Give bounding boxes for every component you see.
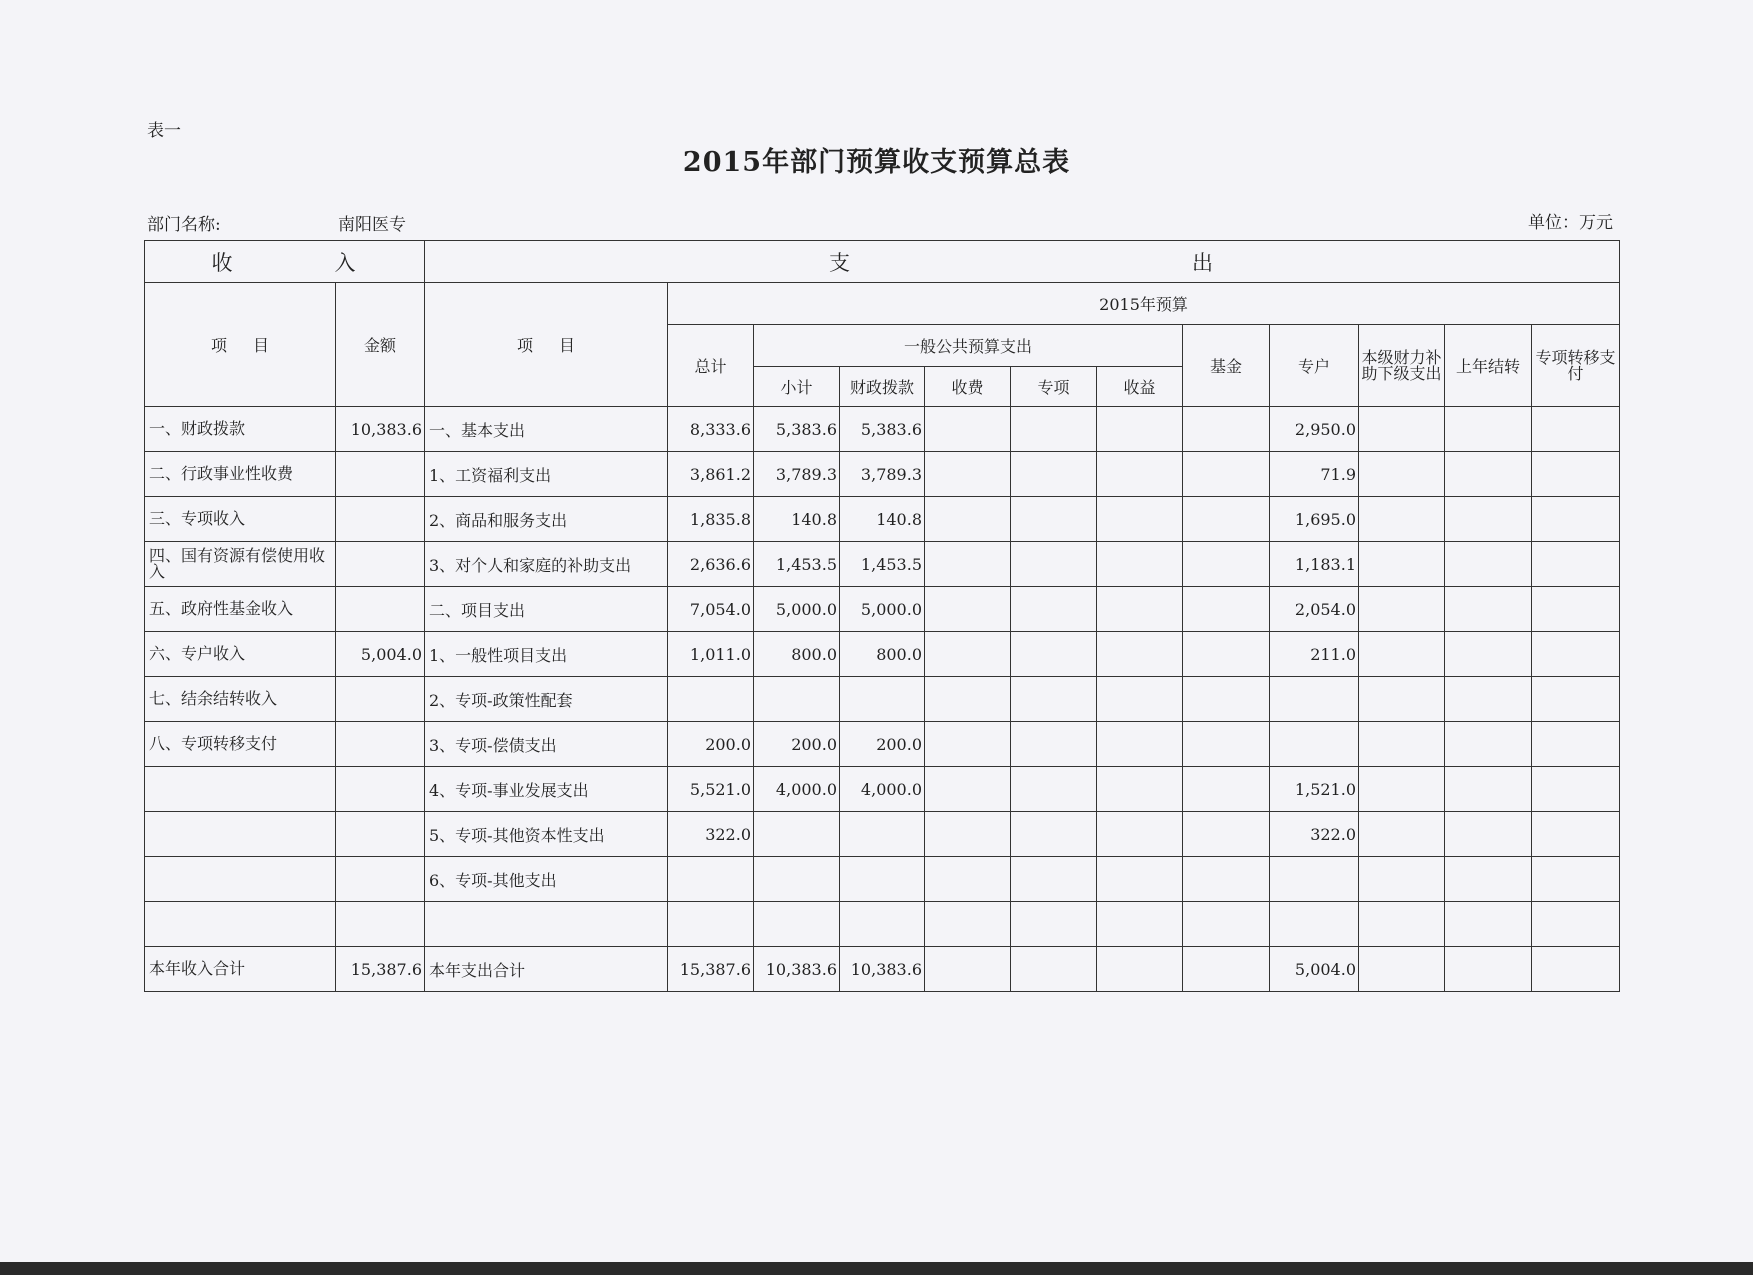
total-cell: 7,054.0 [668, 587, 754, 632]
fiscal-cell [840, 902, 925, 947]
carryover-cell [1445, 497, 1532, 542]
income-amount-cell: 5,004.0 [336, 632, 425, 677]
fiscal-cell: 1,453.5 [840, 542, 925, 587]
subtotal-cell: 3,789.3 [754, 452, 840, 497]
account-cell: 211.0 [1270, 632, 1359, 677]
subtotal-cell [754, 812, 840, 857]
expense-item-cell: 3、专项-偿债支出 [425, 722, 668, 767]
table-row [145, 767, 1620, 812]
account-cell: 2,950.0 [1270, 407, 1359, 452]
special-cell [1011, 947, 1097, 992]
income-amount-cell [336, 587, 425, 632]
fund-cell [1183, 722, 1270, 767]
table-row [145, 452, 1620, 497]
fund-cell [1183, 767, 1270, 812]
fiscal-cell: 5,383.6 [840, 407, 925, 452]
total-cell: 322.0 [668, 812, 754, 857]
subsidy-cell [1359, 722, 1445, 767]
income-item-cell [145, 902, 336, 947]
fund-cell [1183, 947, 1270, 992]
fund-cell [1183, 677, 1270, 722]
income-item-cell: 五、政府性基金收入 [145, 587, 336, 632]
transfer-cell [1532, 767, 1620, 812]
account-cell [1270, 857, 1359, 902]
subtotal-cell: 140.8 [754, 497, 840, 542]
subtotal-cell [754, 902, 840, 947]
special-cell [1011, 902, 1097, 947]
subtotal-cell: 1,453.5 [754, 542, 840, 587]
year-budget-header: 2015年预算 [668, 283, 1620, 325]
total-cell [668, 677, 754, 722]
fiscal-header: 财政拨款 [840, 367, 925, 407]
revenue-cell [1097, 497, 1183, 542]
account-cell: 5,004.0 [1270, 947, 1359, 992]
carryover-cell [1445, 857, 1532, 902]
document-title: 2015年部门预算收支预算总表 [682, 147, 1071, 178]
table-row [145, 857, 1620, 902]
table-row [145, 587, 1620, 632]
income-amount-cell [336, 497, 425, 542]
special-cell [1011, 722, 1097, 767]
total-cell: 200.0 [668, 722, 754, 767]
total-cell: 2,636.6 [668, 542, 754, 587]
account-cell: 2,054.0 [1270, 587, 1359, 632]
income-amount-header: 金额 [336, 283, 425, 407]
income-item-cell [145, 857, 336, 902]
department-label: 部门名称: [147, 215, 221, 235]
total-header: 总计 [668, 325, 754, 407]
total-cell: 5,521.0 [668, 767, 754, 812]
fiscal-cell: 800.0 [840, 632, 925, 677]
total-cell: 15,387.6 [668, 947, 754, 992]
expense-item-cell: 3、对个人和家庭的补助支出 [425, 542, 668, 587]
income-item-cell: 二、行政事业性收费 [145, 452, 336, 497]
fund-cell [1183, 542, 1270, 587]
subsidy-cell [1359, 407, 1445, 452]
table-row [145, 902, 1620, 947]
subsidy-cell [1359, 497, 1445, 542]
income-item-cell: 一、财政拨款 [145, 407, 336, 452]
table-row [145, 632, 1620, 677]
expense-item-cell: 2、专项-政策性配套 [425, 677, 668, 722]
transfer-cell [1532, 407, 1620, 452]
revenue-cell [1097, 677, 1183, 722]
total-cell [668, 857, 754, 902]
account-cell [1270, 722, 1359, 767]
transfer-cell [1532, 632, 1620, 677]
special-cell [1011, 587, 1097, 632]
revenue-cell [1097, 767, 1183, 812]
income-item-cell [145, 767, 336, 812]
total-cell: 3,861.2 [668, 452, 754, 497]
header-row-1 [145, 241, 1620, 283]
revenue-cell [1097, 452, 1183, 497]
revenue-cell [1097, 812, 1183, 857]
income-amount-cell [336, 902, 425, 947]
subsidy-cell [1359, 632, 1445, 677]
revenue-header: 收益 [1097, 367, 1183, 407]
subtotal-cell: 4,000.0 [754, 767, 840, 812]
revenue-cell [1097, 722, 1183, 767]
subsidy-cell [1359, 587, 1445, 632]
account-cell: 1,521.0 [1270, 767, 1359, 812]
fee-cell [925, 407, 1011, 452]
form-label: 表一 [147, 121, 181, 141]
transfer-cell [1532, 452, 1620, 497]
income-item-header: 项 目 [145, 283, 336, 407]
subsidy-cell [1359, 812, 1445, 857]
subsidy-cell [1359, 452, 1445, 497]
expense-item-cell: 2、商品和服务支出 [425, 497, 668, 542]
fee-cell [925, 632, 1011, 677]
department-name: 南阳医专 [338, 215, 406, 235]
income-amount-cell [336, 677, 425, 722]
budget-table [144, 240, 1620, 992]
carryover-cell [1445, 542, 1532, 587]
fiscal-cell: 5,000.0 [840, 587, 925, 632]
account-cell: 71.9 [1270, 452, 1359, 497]
general-budget-header: 一般公共预算支出 [754, 325, 1183, 367]
expense-item-cell: 1、工资福利支出 [425, 452, 668, 497]
fund-cell [1183, 632, 1270, 677]
total-cell [668, 902, 754, 947]
expense-item-cell: 二、项目支出 [425, 587, 668, 632]
fund-cell [1183, 497, 1270, 542]
total-cell: 1,835.8 [668, 497, 754, 542]
special-header: 专项 [1011, 367, 1097, 407]
fund-cell [1183, 407, 1270, 452]
special-cell [1011, 452, 1097, 497]
expense-item-header: 项 目 [425, 283, 668, 407]
fund-cell [1183, 587, 1270, 632]
transfer-cell [1532, 857, 1620, 902]
carryover-cell [1445, 902, 1532, 947]
fee-cell [925, 722, 1011, 767]
income-item-cell: 六、专户收入 [145, 632, 336, 677]
carryover-cell [1445, 587, 1532, 632]
total-cell: 1,011.0 [668, 632, 754, 677]
expense-item-cell: 6、专项-其他支出 [425, 857, 668, 902]
special-cell [1011, 677, 1097, 722]
unit-label: 单位：万元 [1528, 213, 1613, 233]
income-amount-cell [336, 767, 425, 812]
table-row [145, 497, 1620, 542]
fiscal-cell: 140.8 [840, 497, 925, 542]
special-cell [1011, 812, 1097, 857]
carryover-cell [1445, 452, 1532, 497]
carryover-cell [1445, 767, 1532, 812]
account-cell [1270, 902, 1359, 947]
income-item-cell: 七、结余结转收入 [145, 677, 336, 722]
income-amount-cell: 10,383.6 [336, 407, 425, 452]
transfer-cell [1532, 902, 1620, 947]
subtotal-cell: 5,383.6 [754, 407, 840, 452]
income-item-cell [145, 812, 336, 857]
expense-item-cell: 5、专项-其他资本性支出 [425, 812, 668, 857]
total-cell: 8,333.6 [668, 407, 754, 452]
transfer-cell [1532, 587, 1620, 632]
account-cell [1270, 677, 1359, 722]
subsidy-cell [1359, 542, 1445, 587]
fund-cell [1183, 857, 1270, 902]
fund-cell [1183, 902, 1270, 947]
header-row-2 [145, 283, 1620, 325]
income-amount-cell: 15,387.6 [336, 947, 425, 992]
expense-item-cell: 1、一般性项目支出 [425, 632, 668, 677]
transfer-header: 专项转移支付 [1532, 325, 1620, 407]
income-item-cell: 八、专项转移支付 [145, 722, 336, 767]
fund-cell [1183, 452, 1270, 497]
carryover-cell [1445, 632, 1532, 677]
fiscal-cell: 10,383.6 [840, 947, 925, 992]
revenue-cell [1097, 407, 1183, 452]
income-item-cell: 本年收入合计 [145, 947, 336, 992]
transfer-cell [1532, 947, 1620, 992]
expense-item-cell: 4、专项-事业发展支出 [425, 767, 668, 812]
fiscal-cell: 4,000.0 [840, 767, 925, 812]
income-amount-cell [336, 542, 425, 587]
transfer-cell [1532, 677, 1620, 722]
expense-header: 支 出 [425, 241, 1620, 283]
subtotal-cell: 800.0 [754, 632, 840, 677]
revenue-cell [1097, 947, 1183, 992]
expense-item-cell: 一、基本支出 [425, 407, 668, 452]
revenue-cell [1097, 857, 1183, 902]
table-row [145, 722, 1620, 767]
fee-cell [925, 587, 1011, 632]
carryover-cell [1445, 677, 1532, 722]
subtotal-cell: 5,000.0 [754, 587, 840, 632]
income-item-cell: 三、专项收入 [145, 497, 336, 542]
fee-cell [925, 767, 1011, 812]
subsidy-cell [1359, 947, 1445, 992]
income-amount-cell [336, 812, 425, 857]
carryover-header: 上年结转 [1445, 325, 1532, 407]
account-cell: 322.0 [1270, 812, 1359, 857]
income-item-cell: 四、国有资源有偿使用收入 [145, 542, 336, 587]
table-row [145, 542, 1620, 587]
account-cell: 1,695.0 [1270, 497, 1359, 542]
special-cell [1011, 542, 1097, 587]
carryover-cell [1445, 812, 1532, 857]
transfer-cell [1532, 497, 1620, 542]
fee-cell [925, 497, 1011, 542]
special-cell [1011, 497, 1097, 542]
fiscal-cell: 200.0 [840, 722, 925, 767]
fee-cell [925, 902, 1011, 947]
fund-cell [1183, 812, 1270, 857]
fee-cell [925, 677, 1011, 722]
carryover-cell [1445, 407, 1532, 452]
transfer-cell [1532, 812, 1620, 857]
revenue-cell [1097, 542, 1183, 587]
fund-header: 基金 [1183, 325, 1270, 407]
special-cell [1011, 767, 1097, 812]
fee-cell [925, 452, 1011, 497]
special-cell [1011, 407, 1097, 452]
fiscal-cell [840, 677, 925, 722]
fee-cell [925, 947, 1011, 992]
revenue-cell [1097, 632, 1183, 677]
transfer-cell [1532, 722, 1620, 767]
account-cell: 1,183.1 [1270, 542, 1359, 587]
account-header: 专户 [1270, 325, 1359, 407]
expense-item-cell [425, 902, 668, 947]
subtotal-cell [754, 677, 840, 722]
subsidy-header: 本级财力补助下级支出 [1359, 325, 1445, 407]
fee-header: 收费 [925, 367, 1011, 407]
subsidy-cell [1359, 902, 1445, 947]
subtotal-cell: 10,383.6 [754, 947, 840, 992]
fee-cell [925, 812, 1011, 857]
carryover-cell [1445, 947, 1532, 992]
fiscal-cell: 3,789.3 [840, 452, 925, 497]
subtotal-cell [754, 857, 840, 902]
income-amount-cell [336, 722, 425, 767]
carryover-cell [1445, 722, 1532, 767]
fiscal-cell [840, 857, 925, 902]
transfer-cell [1532, 542, 1620, 587]
fiscal-cell [840, 812, 925, 857]
subtotal-header: 小计 [754, 367, 840, 407]
subtotal-cell: 200.0 [754, 722, 840, 767]
income-amount-cell [336, 452, 425, 497]
income-header: 收 入 [145, 241, 425, 283]
table-row [145, 947, 1620, 992]
income-amount-cell [336, 857, 425, 902]
subsidy-cell [1359, 677, 1445, 722]
revenue-cell [1097, 587, 1183, 632]
table-row [145, 812, 1620, 857]
revenue-cell [1097, 902, 1183, 947]
special-cell [1011, 632, 1097, 677]
table-row [145, 677, 1620, 722]
subsidy-cell [1359, 767, 1445, 812]
expense-item-cell: 本年支出合计 [425, 947, 668, 992]
subsidy-cell [1359, 857, 1445, 902]
fee-cell [925, 857, 1011, 902]
fee-cell [925, 542, 1011, 587]
special-cell [1011, 857, 1097, 902]
table-row [145, 407, 1620, 452]
